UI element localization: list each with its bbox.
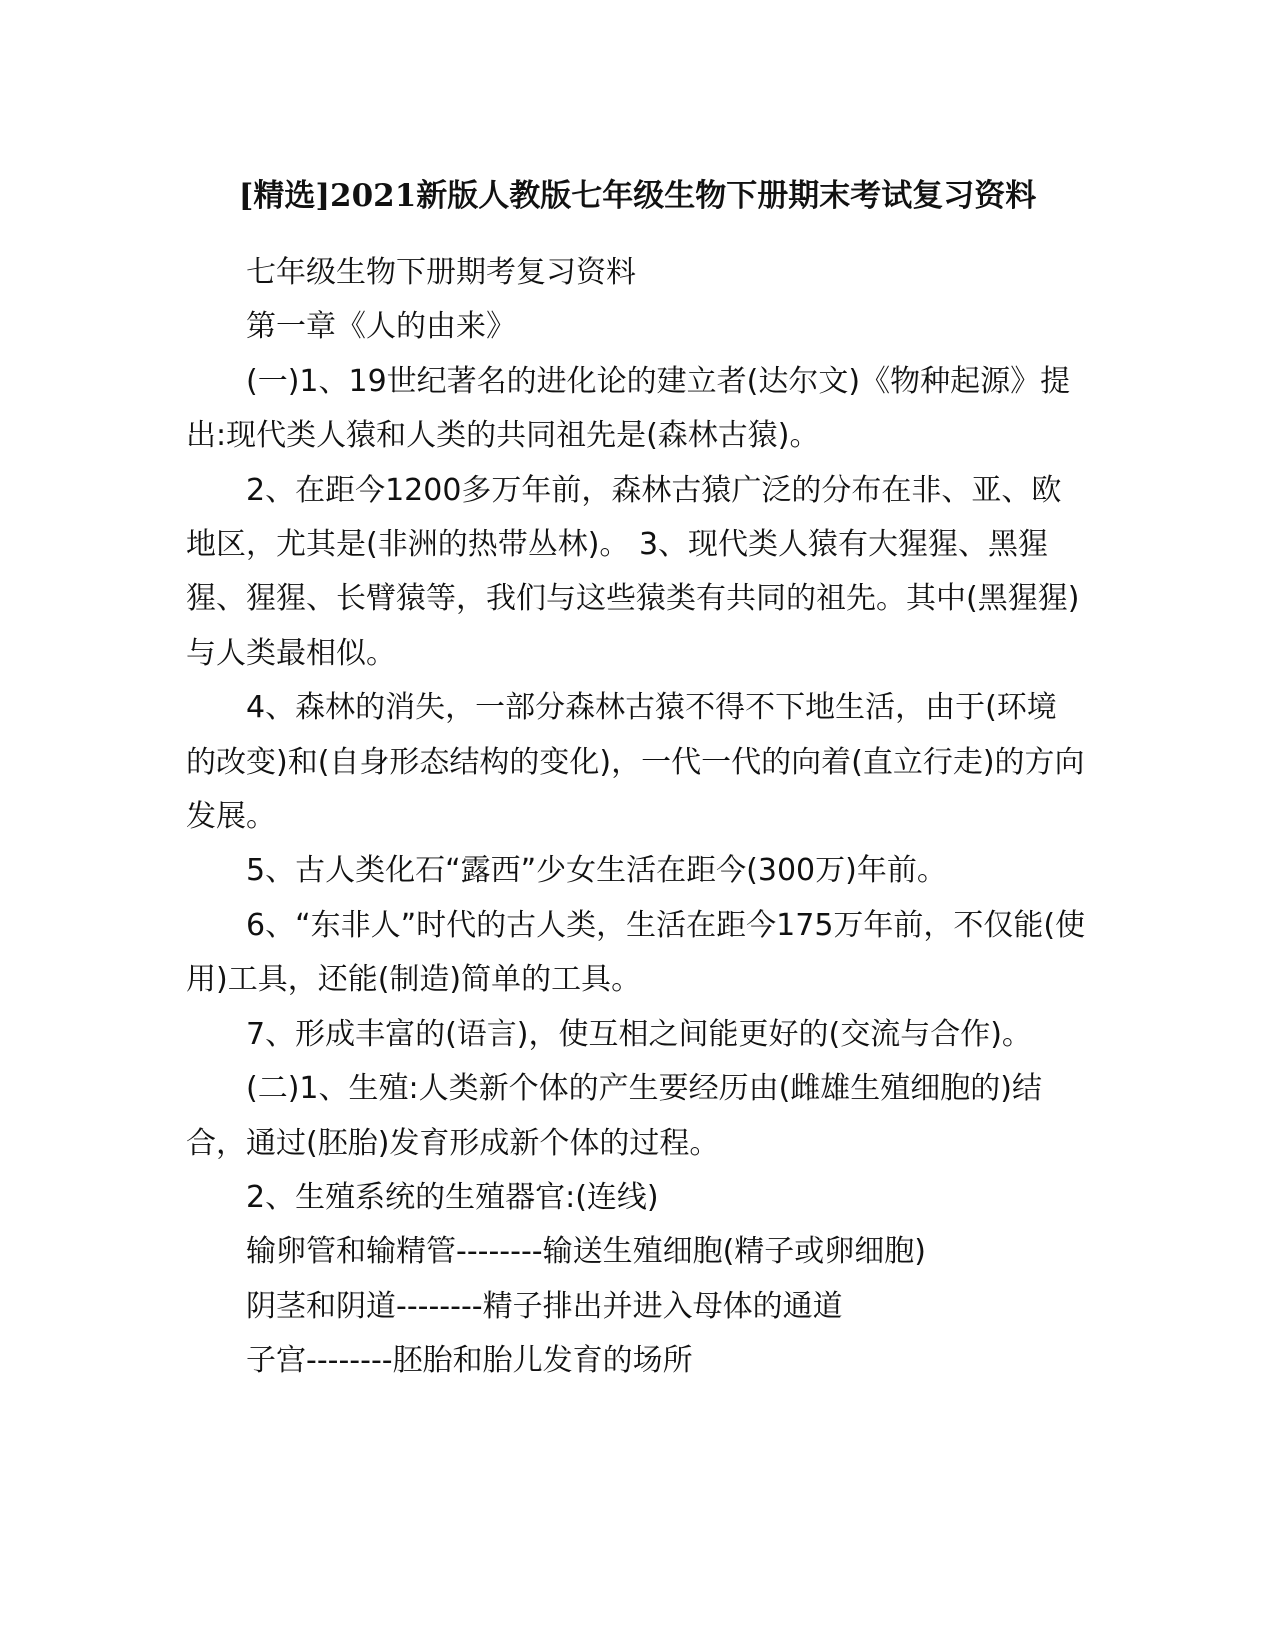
paragraph-item: 5、古人类化石“露西”少女生活在距今(300万)年前。 bbox=[246, 853, 947, 889]
paragraph-chapter-heading: 第一章《人的由来》 bbox=[246, 309, 516, 345]
document-body bbox=[186, 246, 1086, 1389]
paragraph-item: 2、生殖系统的生殖器官:(连线) bbox=[246, 1179, 659, 1215]
document-title: [精选]2021新版人教版七年级生物下册期末考试复习资料 bbox=[238, 178, 1037, 214]
paragraph-item: 2、在距今1200多万年前，森林古猿广泛的分布在非、亚、欧地区，尤其是(非洲的热带丛林)。 3、现代类人猿有大猩猩、黑猩猩、猩猩、长臂猿等，我们与这些猿类有共同的祖先。其中(黑猩猩)与人类最相似。 bbox=[186, 472, 1080, 671]
paragraph-item: 4、森林的消失，一部分森林古猿不得不下地生活，由于(环境的改变)和(自身形态结构的变化)，一代一代的向着(直立行走)的方向发展。 bbox=[186, 690, 1085, 835]
paragraph-organ-pair: 子宫--------胚胎和胎儿发育的场所 bbox=[246, 1343, 693, 1379]
paragraph-organ-pair: 输卵管和输精管--------输送生殖细胞(精子或卵细胞) bbox=[246, 1234, 927, 1270]
paragraph-organ-pair: 阴茎和阴道--------精子排出并进入母体的通道 bbox=[246, 1288, 843, 1324]
paragraph-item: (二)1、生殖:人类新个体的产生要经历由(雌雄生殖细胞的)结合，通过(胚胎)发育形成新个体的过程。 bbox=[186, 1071, 1043, 1161]
paragraph-item: (一)1、19世纪著名的进化论的建立者(达尔文)《物种起源》提出:现代类人猿和人类的共同祖先是(森林古猿)。 bbox=[186, 363, 1071, 454]
paragraph-item: 6、“东非人”时代的古人类，生活在距今175万年前，不仅能(使用)工具，还能(制造)简单的工具。 bbox=[186, 907, 1086, 998]
paragraph-subtitle: 七年级生物下册期考复习资料 bbox=[246, 255, 636, 290]
paragraph-item: 7、形成丰富的(语言)，使互相之间能更好的(交流与合作)。 bbox=[246, 1016, 1032, 1052]
